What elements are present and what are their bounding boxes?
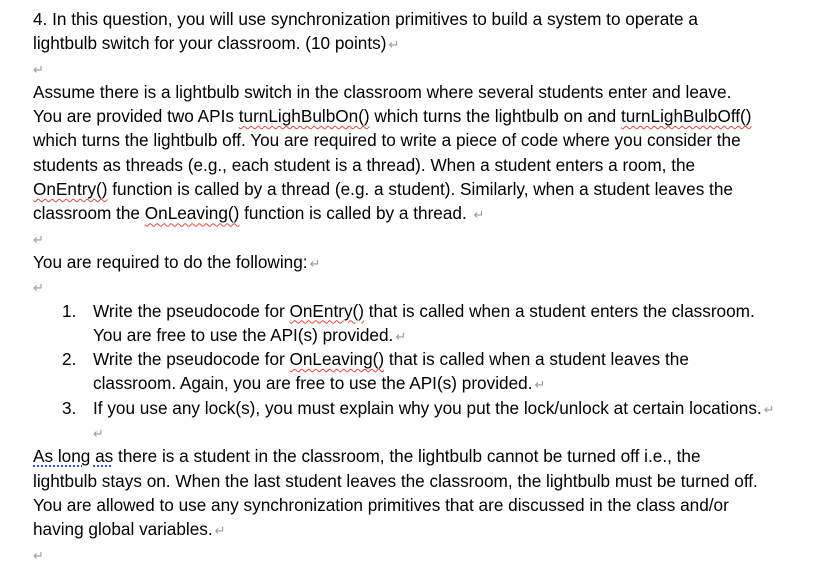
question-text: lightbulb switch for your classroom. (10 points) [33, 33, 387, 54]
para2-line-3 [33, 493, 833, 517]
paragraph-mark-icon: ↵ [534, 377, 546, 393]
body-text: You are allowed to use any synchronization primitives that are discussed in the class and/or [33, 494, 729, 515]
function-name-onleaving: OnLeaving() [289, 349, 385, 370]
para1-line-3 [33, 128, 833, 152]
list-number: 2. [62, 349, 77, 370]
paragraph-mark-icon: ↵ [388, 37, 400, 53]
para2-line-4 [33, 517, 833, 541]
paragraph-mark-icon: ↵ [93, 426, 104, 442]
paragraph-mark-icon: ↵ [33, 547, 44, 563]
para2-line-2 [33, 469, 833, 493]
list-number: 1. [62, 300, 77, 321]
body-text: there is a student in the classroom, the lightbulb cannot be turned off i.e., the [113, 446, 701, 467]
para1-line-6 [33, 201, 833, 225]
paragraph-mark-icon: ↵ [33, 61, 44, 77]
list-text: classroom. Again, you are free to use the API(s) provided. [93, 373, 533, 394]
list-text: You are free to use the API(s) provided. [93, 324, 394, 345]
para2-line-1 [33, 444, 833, 468]
empty-paragraph [33, 274, 833, 298]
function-name-onentry: OnEntry() [289, 300, 364, 321]
empty-paragraph [33, 420, 833, 444]
paragraph-mark-icon: ↵ [473, 207, 485, 223]
empty-paragraph [33, 56, 833, 80]
list-item-1-continued [33, 323, 833, 347]
list-text: that is called when a student enters the classroom. [364, 300, 755, 321]
body-text: lightbulb stays on. When the last student leaves the classroom, the lightbulb must be turned off. [33, 470, 758, 491]
list-text: Write the pseudocode for [93, 349, 290, 370]
list-text: that is called when a student leaves the [384, 349, 689, 370]
body-text: function is called by a thread. [239, 203, 472, 224]
body-text: You are provided two APIs [33, 106, 239, 127]
body-text: which turns the lightbulb on and [369, 106, 621, 127]
list-text: Write the pseudocode for [93, 300, 290, 321]
list-text: If you use any lock(s), you must explain why you put the lock/unlock at certain locations. [93, 397, 762, 418]
list-item-2 [33, 347, 833, 371]
question-line-2 [33, 31, 833, 55]
required-intro-line [33, 250, 833, 274]
function-name-onentry: OnEntry() [33, 179, 108, 200]
list-number: 3. [62, 397, 77, 418]
list-item-3 [33, 396, 833, 420]
para1-line-5 [33, 177, 833, 201]
body-text: classroom the [33, 203, 145, 224]
list-item-2-continued [33, 371, 833, 395]
document-page [33, 7, 833, 566]
paragraph-mark-icon: ↵ [395, 328, 407, 344]
body-text: having global variables. [33, 519, 213, 540]
body-text: which turns the lightbulb off. You are required to write a piece of code where you consider the [33, 130, 741, 151]
para1-line-1 [33, 80, 833, 104]
paragraph-mark-icon: ↵ [309, 255, 321, 271]
para1-line-2 [33, 104, 833, 128]
body-text: function is called by a thread (e.g. a student). Similarly, when a student leaves the [107, 179, 733, 200]
paragraph-mark-icon: ↵ [33, 231, 44, 247]
body-text: Assume there is a lightbulb switch in the classroom where several students enter and leave. [33, 81, 732, 102]
function-name-onleaving: OnLeaving() [144, 203, 240, 224]
empty-paragraph [33, 226, 833, 250]
para1-line-4 [33, 153, 833, 177]
body-text: students as threads (e.g., each student is a thread). When a student enters a room, the [33, 154, 696, 175]
paragraph-mark-icon: ↵ [763, 401, 775, 417]
empty-paragraph [33, 542, 833, 566]
api-name-on: turnLighBulbOn() [238, 106, 370, 127]
question-text: 4. In this question, you will use synchronization primitives to build a system to operate a [33, 9, 698, 29]
required-intro: You are required to do the following: [33, 251, 308, 272]
paragraph-mark-icon: ↵ [33, 280, 44, 296]
question-line-1 [33, 7, 833, 31]
api-name-off: turnLighBulbOff() [620, 106, 752, 127]
grammar-flag-text: As long as [33, 446, 114, 467]
list-item-1 [33, 299, 833, 323]
paragraph-mark-icon: ↵ [214, 523, 226, 539]
